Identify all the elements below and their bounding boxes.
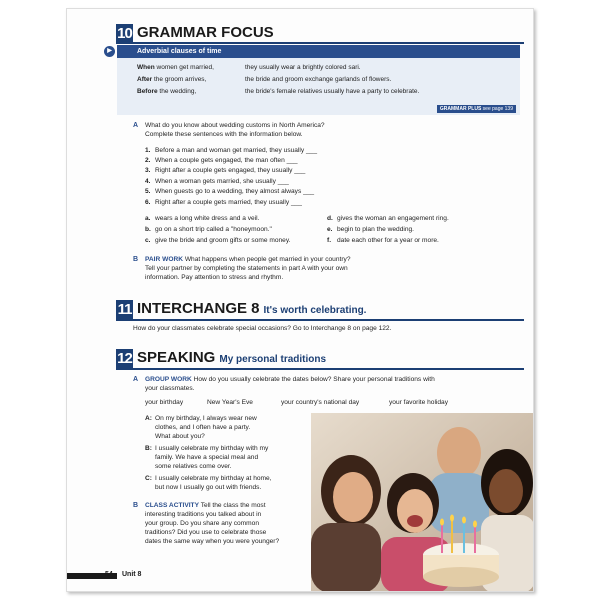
- grammar-clause: women get married,: [154, 64, 214, 71]
- grammar-result: the bride's female relatives usually have a party to celebrate.: [245, 88, 420, 95]
- section-11-number: 11: [117, 301, 132, 318]
- birthday-photo: [311, 413, 534, 592]
- grammar-row: [137, 76, 206, 83]
- grammar-box-title: Adverbial clauses of time: [137, 48, 222, 55]
- section-10-title: GRAMMAR FOCUS: [137, 24, 274, 41]
- grammar-plus-link[interactable]: [437, 105, 516, 113]
- speaking-part-b-label: B: [133, 502, 139, 509]
- exercise-item: [145, 157, 298, 165]
- exercise-item: [145, 178, 289, 186]
- grammar-clause: the groom arrives,: [152, 76, 207, 83]
- pair-work-label: PAIR WORK: [145, 256, 183, 263]
- option-text: date each other for a year or more.: [337, 237, 439, 244]
- item-text: Right after a couple gets engaged, they usually ___: [155, 167, 306, 174]
- grammar-keyword: After: [137, 76, 153, 83]
- class-activity-label: CLASS ACTIVITY: [145, 502, 199, 509]
- part-a-instruction: Complete these sentences with the information below.: [145, 131, 303, 138]
- dialog-line: some relatives come over.: [155, 463, 232, 470]
- part-b-label: B: [133, 256, 139, 263]
- grammar-row: [137, 88, 196, 95]
- date-option: your birthday: [145, 399, 184, 406]
- dialog-line: What about you?: [155, 433, 205, 440]
- section-12-rule: [116, 368, 524, 370]
- dialog-line: I usually celebrate my birthday at home,: [155, 475, 272, 482]
- speaking-instruction: [145, 376, 435, 384]
- section-11-heading: INTERCHANGE 8: [137, 300, 260, 317]
- grammar-clause: the wedding,: [157, 88, 197, 95]
- part-b-instruction: [145, 256, 351, 264]
- exercise-item: [145, 147, 317, 155]
- group-work-label: GROUP WORK: [145, 376, 192, 383]
- section-10-rule: [116, 42, 524, 44]
- grammar-result: the bride and groom exchange garlands of flowers.: [245, 76, 392, 83]
- birthday-photo-illustration: [311, 413, 534, 592]
- part-a-label: A: [133, 122, 139, 129]
- option-text: go on a short trip called a "honeymoon.": [155, 226, 272, 233]
- section-10-number: 10: [117, 25, 132, 42]
- class-activity-line: dates the same way when you were younger?: [145, 538, 280, 545]
- option-text: give the bride and groom gifts or some money.: [155, 237, 291, 244]
- dialog-line: but now I usually go out with friends.: [155, 484, 262, 491]
- item-text: When a couple gets engaged, the man often ___: [155, 157, 298, 164]
- option-letter: d.: [327, 215, 333, 222]
- answer-option: [145, 226, 272, 234]
- answer-option: [327, 237, 439, 245]
- grammar-row: [137, 64, 214, 71]
- option-text: begin to plan the wedding.: [337, 226, 414, 233]
- item-number: 4.: [145, 178, 151, 185]
- speaker-label: C:: [145, 475, 152, 482]
- section-12-number: 12: [117, 350, 132, 367]
- speaking-instruction: your classmates.: [145, 385, 195, 392]
- answer-option: [145, 215, 259, 223]
- option-letter: e.: [327, 226, 333, 233]
- part-b-text: What happens when people get married in your country?: [182, 256, 351, 263]
- section-12-heading: SPEAKING: [137, 349, 216, 366]
- answer-option: [327, 215, 449, 223]
- item-number: 5.: [145, 188, 151, 195]
- speaker-label: B:: [145, 445, 152, 452]
- play-audio-icon[interactable]: ▶: [104, 46, 115, 57]
- item-text: Right after a couple gets married, they usually ___: [155, 199, 302, 206]
- textbook-page: [66, 8, 534, 592]
- part-b-instruction: information. Pay attention to stress and rhythm.: [145, 274, 284, 281]
- grammar-keyword: Before: [137, 88, 158, 95]
- unit-label: Unit 8: [122, 571, 142, 578]
- page-number: 54: [105, 571, 113, 578]
- class-activity-line: traditions? Did you use to celebrate those: [145, 529, 267, 536]
- part-b-instruction: Tell your partner by completing the statements in part A with your own: [145, 265, 348, 272]
- option-text: wears a long white dress and a veil.: [155, 215, 260, 222]
- option-letter: a.: [145, 215, 151, 222]
- date-option: New Year's Eve: [207, 399, 253, 406]
- section-11-title: [137, 300, 366, 317]
- item-number: 3.: [145, 167, 151, 174]
- part-a-instruction: What do you know about wedding customs in North America?: [145, 122, 325, 129]
- answer-option: [145, 237, 290, 245]
- grammar-box: [107, 45, 520, 115]
- item-text: When guests go to a wedding, they almost always ___: [155, 188, 315, 195]
- section-12-title: [137, 349, 326, 366]
- dialog-line: I usually celebrate my birthday with my: [155, 445, 269, 452]
- speaker-label: A:: [145, 415, 152, 422]
- grammar-keyword: When: [137, 64, 155, 71]
- option-text: gives the woman an engagement ring.: [337, 215, 449, 222]
- item-number: 6.: [145, 199, 151, 206]
- class-activity-text: Tell the class the most: [198, 502, 266, 509]
- item-number: 1.: [145, 147, 151, 154]
- exercise-item: [145, 199, 302, 207]
- grammar-plus-page: see page 139: [481, 106, 513, 112]
- grammar-box-header: [107, 45, 520, 58]
- class-activity-line: [145, 502, 266, 510]
- item-text: When a woman gets married, she usually ___: [155, 178, 289, 185]
- option-letter: f.: [327, 237, 332, 244]
- answer-option: [327, 226, 414, 234]
- grammar-plus-label: GRAMMAR PLUS: [439, 106, 482, 112]
- dialog-line: clothes, and I often have a party.: [155, 424, 251, 431]
- dialog-line: family. We have a special meal and: [155, 454, 259, 461]
- date-option: your favorite holiday: [389, 399, 449, 406]
- exercise-item: [145, 167, 305, 175]
- grammar-result: they usually wear a brightly colored sari.: [245, 64, 361, 71]
- option-letter: c.: [145, 237, 151, 244]
- class-activity-line: your group. Do you share any common: [145, 520, 259, 527]
- exercise-item: [145, 188, 314, 196]
- section-12-subtitle: My personal traditions: [219, 354, 327, 365]
- date-option: your country's national day: [281, 399, 360, 406]
- section-11-rule: [116, 319, 524, 321]
- speaking-part-a-label: A: [133, 376, 139, 383]
- option-letter: b.: [145, 226, 151, 233]
- speaking-text: How do you usually celebrate the dates below? Share your personal traditions with: [191, 376, 435, 383]
- section-11-subtitle: It's worth celebrating.: [263, 305, 367, 316]
- class-activity-line: interesting traditions you talked about in: [145, 511, 262, 518]
- interchange-text: How do your classmates celebrate special occasions? Go to Interchange 8 on page 122.: [133, 325, 392, 332]
- item-number: 2.: [145, 157, 151, 164]
- dialog-line: On my birthday, I always wear new: [155, 415, 257, 422]
- item-text: Before a man and woman get married, they usually ___: [155, 147, 318, 154]
